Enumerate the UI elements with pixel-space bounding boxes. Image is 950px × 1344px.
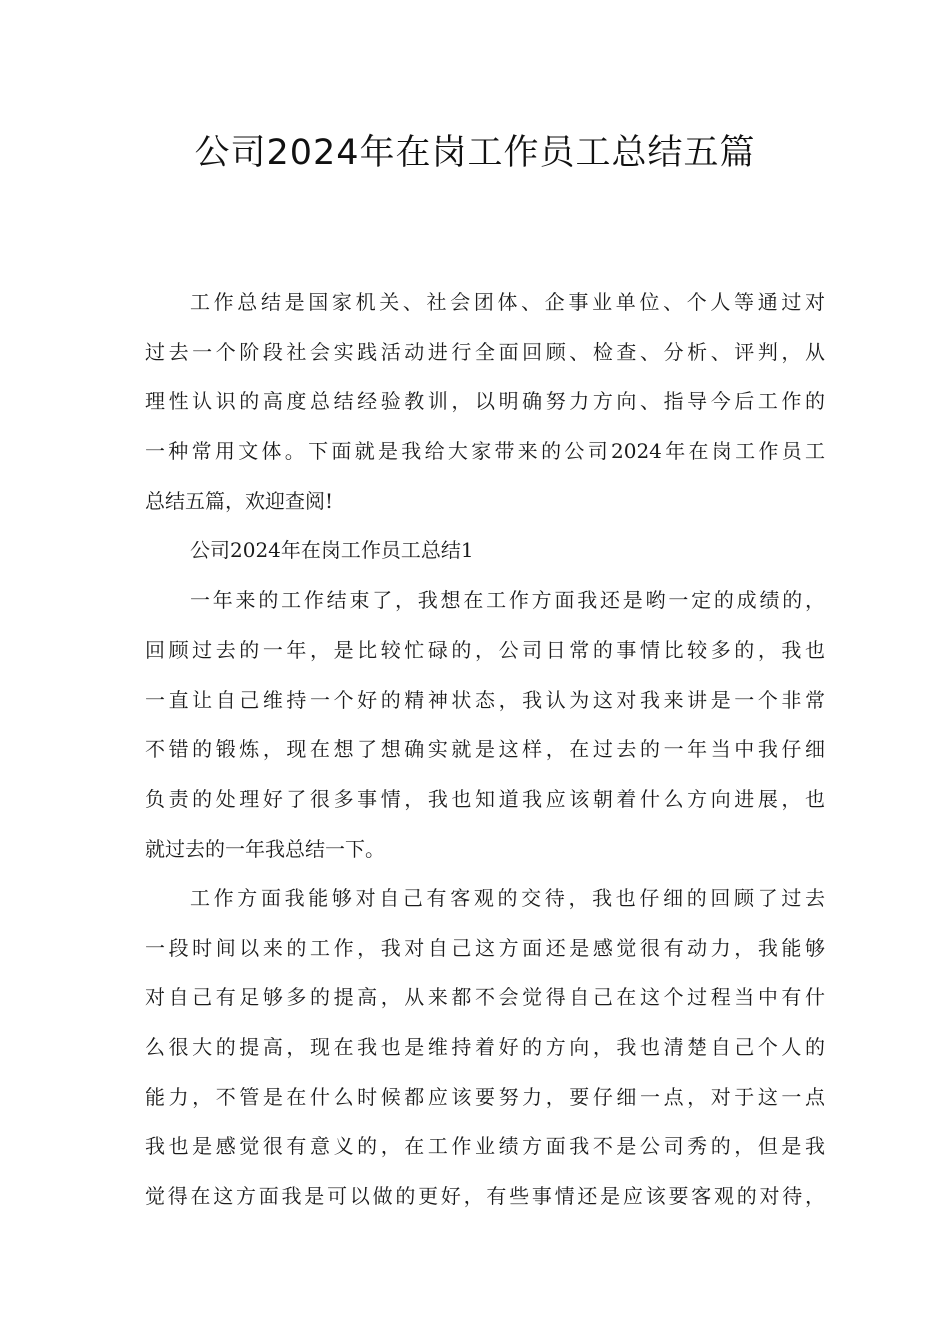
paragraph-line: 一直让自己维持一个好的精神状态，我认为这对我来讲是一个非常: [145, 688, 825, 712]
paragraph-line: 负责的处理好了很多事情，我也知道我应该朝着什么方向进展，也: [145, 787, 825, 811]
paragraph-line: 能力，不管是在什么时候都应该要努力，要仔细一点，对于这一点: [145, 1085, 825, 1109]
paragraph-line: 一段时间以来的工作，我对自己这方面还是感觉很有动力，我能够: [145, 936, 825, 960]
paragraph-line: 过去一个阶段社会实践活动进行全面回顾、检查、分析、评判，从: [145, 340, 825, 364]
paragraph-line: 觉得在这方面我是可以做的更好，有些事情还是应该要客观的对待，: [145, 1184, 825, 1208]
paragraph-line: 回顾过去的一年，是比较忙碌的，公司日常的事情比较多的，我也: [145, 638, 825, 662]
section-heading: 公司2024年在岗工作员工总结1: [190, 538, 474, 562]
paragraph-line: 理性认识的高度总结经验教训，以明确努力方向、指导今后工作的: [145, 389, 825, 413]
paragraph-line: 一年来的工作结束了，我想在工作方面我还是哟一定的成绩的，: [190, 588, 825, 612]
paragraph-line: 就过去的一年我总结一下。: [145, 837, 385, 861]
paragraph-line: 一种常用文体。下面就是我给大家带来的公司2024年在岗工作员工: [145, 439, 825, 463]
paragraph-line: 工作总结是国家机关、社会团体、企事业单位、个人等通过对: [190, 290, 825, 314]
paragraph-line: 对自己有足够多的提高，从来都不会觉得自己在这个过程当中有什: [145, 985, 825, 1009]
paragraph-line: 我也是感觉很有意义的，在工作业绩方面我不是公司秀的，但是我: [145, 1134, 825, 1158]
paragraph-line: 么很大的提高，现在我也是维持着好的方向，我也清楚自己个人的: [145, 1035, 825, 1059]
paragraph-line: 工作方面我能够对自己有客观的交待，我也仔细的回顾了过去: [190, 886, 825, 910]
paragraph-line: 总结五篇，欢迎查阅!: [145, 489, 334, 513]
document-title: 公司2024年在岗工作员工总结五篇: [194, 133, 756, 173]
paragraph-line: 不错的锻炼，现在想了想确实就是这样，在过去的一年当中我仔细: [145, 737, 825, 761]
